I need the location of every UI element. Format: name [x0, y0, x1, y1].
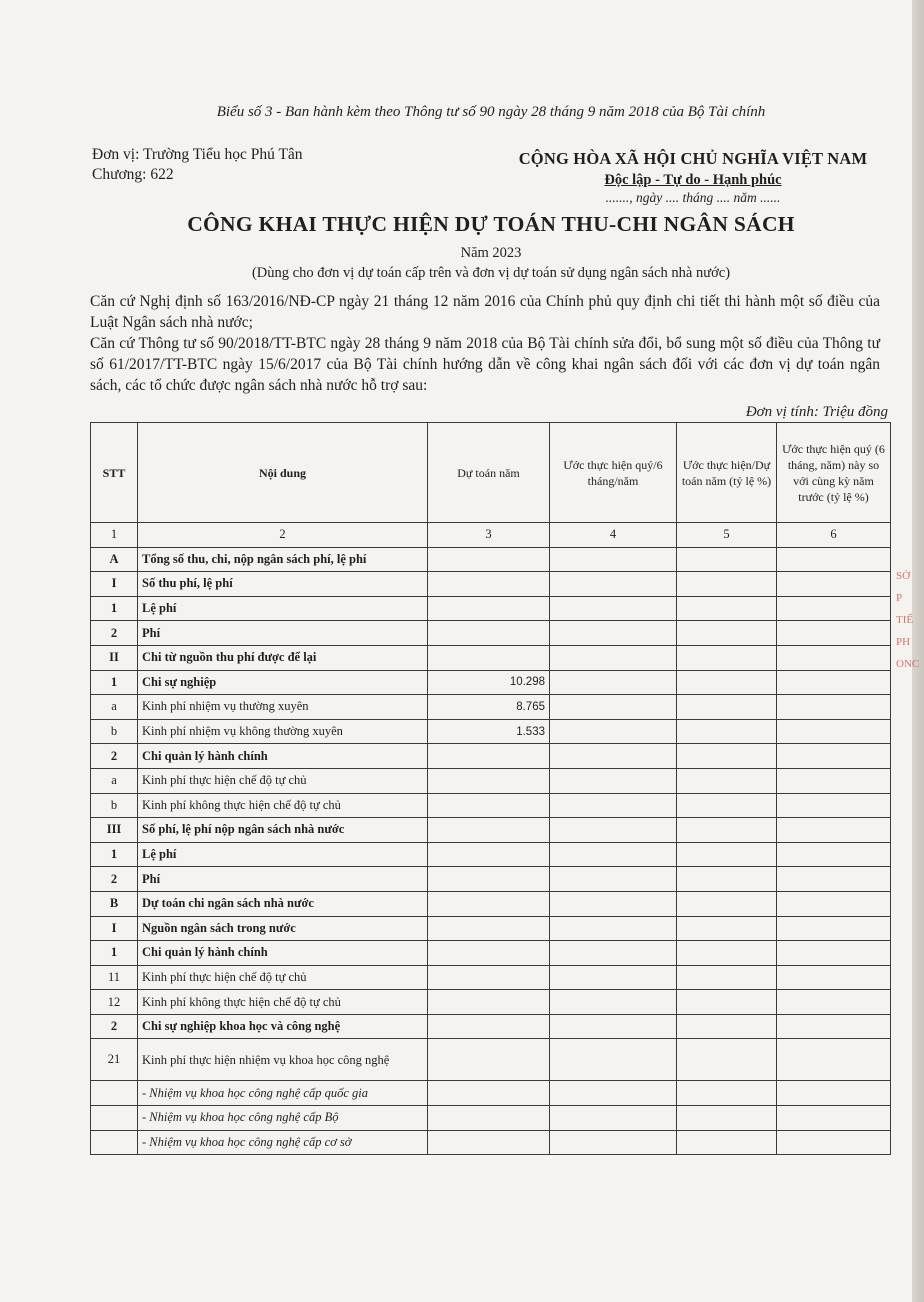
row-ratio-prior-year	[777, 1081, 891, 1106]
row-annual-estimate	[428, 916, 550, 941]
row-estimated-execution	[550, 719, 677, 744]
row-estimated-execution	[550, 572, 677, 597]
table-row	[91, 1014, 891, 1039]
row-ratio-prior-year	[777, 596, 891, 621]
header-ratio-prior-year: Ước thực hiện quý (6 tháng, năm) này so với cùng kỳ năm trước (tỷ lệ %)	[777, 423, 891, 523]
row-content: Chi sự nghiệp khoa học và công nghệ	[138, 1014, 428, 1039]
row-ratio-prior-year	[777, 719, 891, 744]
row-ratio-prior-year	[777, 891, 891, 916]
row-stt: 21	[91, 1039, 138, 1081]
row-estimated-execution	[550, 1039, 677, 1081]
row-ratio-estimate	[677, 990, 777, 1015]
row-ratio-estimate	[677, 842, 777, 867]
table-row	[91, 572, 891, 597]
row-estimated-execution	[550, 695, 677, 720]
header-estimated-execution: Ước thực hiện quý/6 tháng/năm	[550, 423, 677, 523]
row-ratio-prior-year	[777, 965, 891, 990]
row-ratio-prior-year	[777, 793, 891, 818]
unit-name: Đơn vị: Trường Tiểu học Phú Tân	[92, 146, 303, 163]
row-annual-estimate	[428, 744, 550, 769]
row-stt: 2	[91, 867, 138, 892]
row-estimated-execution	[550, 1081, 677, 1106]
row-ratio-estimate	[677, 572, 777, 597]
row-annual-estimate	[428, 990, 550, 1015]
table-row	[91, 621, 891, 646]
row-ratio-prior-year	[777, 1130, 891, 1155]
row-estimated-execution	[550, 916, 677, 941]
row-content: Chi quản lý hành chính	[138, 744, 428, 769]
table-row	[91, 670, 891, 695]
row-ratio-estimate	[677, 670, 777, 695]
col-number: 3	[428, 523, 550, 548]
row-annual-estimate	[428, 768, 550, 793]
row-stt: III	[91, 818, 138, 843]
table-row	[91, 965, 891, 990]
row-ratio-prior-year	[777, 744, 891, 769]
row-estimated-execution	[550, 793, 677, 818]
row-ratio-prior-year	[777, 916, 891, 941]
row-ratio-prior-year	[777, 990, 891, 1015]
row-estimated-execution	[550, 818, 677, 843]
row-content: Kinh phí nhiệm vụ thường xuyên	[138, 695, 428, 720]
budget-table	[90, 422, 891, 1155]
unit-block	[92, 145, 303, 185]
row-ratio-prior-year	[777, 867, 891, 892]
table-row	[91, 941, 891, 966]
table-row	[91, 547, 891, 572]
table-row	[91, 842, 891, 867]
row-stt: 2	[91, 744, 138, 769]
col-number: 5	[677, 523, 777, 548]
row-annual-estimate	[428, 842, 550, 867]
header-stt: STT	[91, 423, 138, 523]
row-content: - Nhiệm vụ khoa học công nghệ cấp quốc gia	[138, 1081, 428, 1106]
row-stt: 1	[91, 670, 138, 695]
row-stt: a	[91, 695, 138, 720]
row-ratio-estimate	[677, 621, 777, 646]
row-annual-estimate	[428, 596, 550, 621]
column-number-row	[91, 523, 891, 548]
row-content: Kinh phí thực hiện chế độ tự chủ	[138, 965, 428, 990]
row-annual-estimate	[428, 818, 550, 843]
row-content: Tổng số thu, chi, nộp ngân sách phí, lệ phí	[138, 547, 428, 572]
table-row	[91, 867, 891, 892]
row-estimated-execution	[550, 1130, 677, 1155]
row-stt: 12	[91, 990, 138, 1015]
table-row	[91, 1081, 891, 1106]
row-stt	[91, 1106, 138, 1131]
row-content: Số thu phí, lệ phí	[138, 572, 428, 597]
document-year: Năm 2023	[460, 245, 522, 261]
row-content: Chi từ nguồn thu phí được để lại	[138, 645, 428, 670]
document-title: CÔNG KHAI THỰC HIỆN DỰ TOÁN THU-CHI NGÂN SÁCH	[187, 212, 795, 236]
row-ratio-prior-year	[777, 818, 891, 843]
row-ratio-prior-year	[777, 1014, 891, 1039]
row-ratio-estimate	[677, 941, 777, 966]
row-stt: a	[91, 768, 138, 793]
row-content: Kinh phí không thực hiện chế độ tự chủ	[138, 990, 428, 1015]
row-estimated-execution	[550, 990, 677, 1015]
row-annual-estimate	[428, 572, 550, 597]
row-content: - Nhiệm vụ khoa học công nghệ cấp cơ sở	[138, 1130, 428, 1155]
row-content: Phí	[138, 621, 428, 646]
row-stt: A	[91, 547, 138, 572]
row-content: Lệ phí	[138, 842, 428, 867]
row-annual-estimate	[428, 1106, 550, 1131]
row-content: Lệ phí	[138, 596, 428, 621]
row-content: - Nhiệm vụ khoa học công nghệ cấp Bộ	[138, 1106, 428, 1131]
row-ratio-estimate	[677, 1039, 777, 1081]
row-ratio-estimate	[677, 695, 777, 720]
unit-chapter: Chương: 622	[92, 166, 174, 183]
row-stt: B	[91, 891, 138, 916]
row-annual-estimate	[428, 645, 550, 670]
row-annual-estimate	[428, 1081, 550, 1106]
row-annual-estimate	[428, 867, 550, 892]
row-stt: 1	[91, 596, 138, 621]
row-content: Chi sự nghiệp	[138, 670, 428, 695]
row-estimated-execution	[550, 867, 677, 892]
row-ratio-prior-year	[777, 768, 891, 793]
row-estimated-execution	[550, 965, 677, 990]
table-header-row	[91, 423, 891, 523]
row-annual-estimate	[428, 941, 550, 966]
row-ratio-estimate	[677, 891, 777, 916]
row-ratio-estimate	[677, 719, 777, 744]
header-content: Nội dung	[138, 423, 428, 523]
row-estimated-execution	[550, 1106, 677, 1131]
row-estimated-execution	[550, 547, 677, 572]
legal-basis-1: Căn cứ Nghị định số 163/2016/NĐ-CP ngày 21 tháng 12 năm 2016 của Chính phủ quy định chi tiết thi hành một số điều của Luật Ngân sách nhà nước;	[90, 293, 880, 331]
row-ratio-prior-year	[777, 941, 891, 966]
row-estimated-execution	[550, 596, 677, 621]
row-stt: b	[91, 719, 138, 744]
row-annual-estimate	[428, 621, 550, 646]
legal-basis-2: Căn cứ Thông tư số 90/2018/TT-BTC ngày 28 tháng 9 năm 2018 của Bộ Tài chính sửa đổi, bổ sung một số điều của Thông tư số 61/2017/TT-BTC ngày 15/6/2017 của Bộ Tài chính hướng dẫn về công khai ngân sách đối với các đơn vị dự toán ngân sách, các tổ chức được ngân sách nhà nước hỗ trợ sau:	[90, 335, 880, 394]
row-ratio-prior-year	[777, 572, 891, 597]
row-estimated-execution	[550, 941, 677, 966]
table-row	[91, 695, 891, 720]
money-unit: Đơn vị tính: Triệu đồng	[745, 404, 888, 420]
row-content: Kinh phí thực hiện chế độ tự chủ	[138, 768, 428, 793]
row-ratio-estimate	[677, 793, 777, 818]
row-ratio-prior-year	[777, 695, 891, 720]
table-row	[91, 1039, 891, 1081]
row-annual-estimate	[428, 547, 550, 572]
row-ratio-estimate	[677, 1106, 777, 1131]
row-stt: 11	[91, 965, 138, 990]
row-stt: I	[91, 916, 138, 941]
row-content: Dự toán chi ngân sách nhà nước	[138, 891, 428, 916]
col-number: 2	[138, 523, 428, 548]
row-stt: I	[91, 572, 138, 597]
red-stamp: SỞ P TIỂ PH ONC	[896, 570, 920, 670]
row-ratio-prior-year	[777, 547, 891, 572]
row-ratio-estimate	[677, 1081, 777, 1106]
national-heading	[508, 149, 878, 206]
row-ratio-prior-year	[777, 645, 891, 670]
row-content: Kinh phí nhiệm vụ không thường xuyên	[138, 719, 428, 744]
row-estimated-execution	[550, 768, 677, 793]
row-estimated-execution	[550, 645, 677, 670]
row-ratio-prior-year	[777, 1039, 891, 1081]
row-ratio-prior-year	[777, 621, 891, 646]
row-estimated-execution	[550, 1014, 677, 1039]
row-ratio-estimate	[677, 818, 777, 843]
row-content: Phí	[138, 867, 428, 892]
row-ratio-prior-year	[777, 670, 891, 695]
row-ratio-estimate	[677, 867, 777, 892]
row-estimated-execution	[550, 744, 677, 769]
row-content: Nguồn ngân sách trong nước	[138, 916, 428, 941]
row-annual-estimate	[428, 1130, 550, 1155]
header-ratio-estimate: Ước thực hiện/Dự toán năm (tỷ lệ %)	[677, 423, 777, 523]
table-row	[91, 596, 891, 621]
row-stt: 1	[91, 941, 138, 966]
document-scope: (Dùng cho đơn vị dự toán cấp trên và đơn vị dự toán sử dụng ngân sách nhà nước)	[251, 265, 731, 281]
row-ratio-estimate	[677, 965, 777, 990]
row-content: Kinh phí thực hiện nhiệm vụ khoa học công nghệ	[138, 1039, 428, 1081]
date-line: ......., ngày .... tháng .... năm ......	[605, 190, 781, 205]
row-estimated-execution	[550, 891, 677, 916]
table-row	[91, 1130, 891, 1155]
row-annual-estimate: 1.533	[428, 719, 550, 744]
col-number: 6	[777, 523, 891, 548]
republic-name: CỘNG HÒA XÃ HỘI CHỦ NGHĨA VIỆT NAM	[518, 149, 868, 168]
header-note: Biểu số 3 - Ban hành kèm theo Thông tư số 90 ngày 28 tháng 9 năm 2018 của Bộ Tài chính	[216, 104, 766, 120]
row-annual-estimate	[428, 891, 550, 916]
table-row	[91, 793, 891, 818]
row-annual-estimate: 10.298	[428, 670, 550, 695]
header-annual-estimate: Dự toán năm	[428, 423, 550, 523]
row-content: Chi quản lý hành chính	[138, 941, 428, 966]
table-row	[91, 645, 891, 670]
col-number: 4	[550, 523, 677, 548]
row-annual-estimate	[428, 1039, 550, 1081]
row-stt: II	[91, 645, 138, 670]
row-annual-estimate: 8.765	[428, 695, 550, 720]
row-ratio-estimate	[677, 645, 777, 670]
row-stt	[91, 1081, 138, 1106]
table-row	[91, 990, 891, 1015]
row-estimated-execution	[550, 670, 677, 695]
table-row	[91, 768, 891, 793]
row-annual-estimate	[428, 965, 550, 990]
row-content: Kinh phí không thực hiện chế độ tự chủ	[138, 793, 428, 818]
col-number: 1	[91, 523, 138, 548]
row-ratio-estimate	[677, 916, 777, 941]
row-content: Số phí, lệ phí nộp ngân sách nhà nước	[138, 818, 428, 843]
row-stt: 2	[91, 621, 138, 646]
row-estimated-execution	[550, 842, 677, 867]
row-ratio-estimate	[677, 1014, 777, 1039]
row-stt: 1	[91, 842, 138, 867]
row-ratio-estimate	[677, 1130, 777, 1155]
row-ratio-estimate	[677, 768, 777, 793]
row-stt	[91, 1130, 138, 1155]
row-stt: b	[91, 793, 138, 818]
row-annual-estimate	[428, 793, 550, 818]
row-ratio-prior-year	[777, 1106, 891, 1131]
row-estimated-execution	[550, 621, 677, 646]
row-ratio-estimate	[677, 596, 777, 621]
row-annual-estimate	[428, 1014, 550, 1039]
row-ratio-prior-year	[777, 842, 891, 867]
table-row	[91, 744, 891, 769]
row-stt: 2	[91, 1014, 138, 1039]
row-ratio-estimate	[677, 744, 777, 769]
table-row	[91, 891, 891, 916]
row-ratio-estimate	[677, 547, 777, 572]
national-motto: Độc lập - Tự do - Hạnh phúc	[604, 172, 782, 188]
table-row	[91, 1106, 891, 1131]
table-row	[91, 719, 891, 744]
table-row	[91, 818, 891, 843]
table-row	[91, 916, 891, 941]
